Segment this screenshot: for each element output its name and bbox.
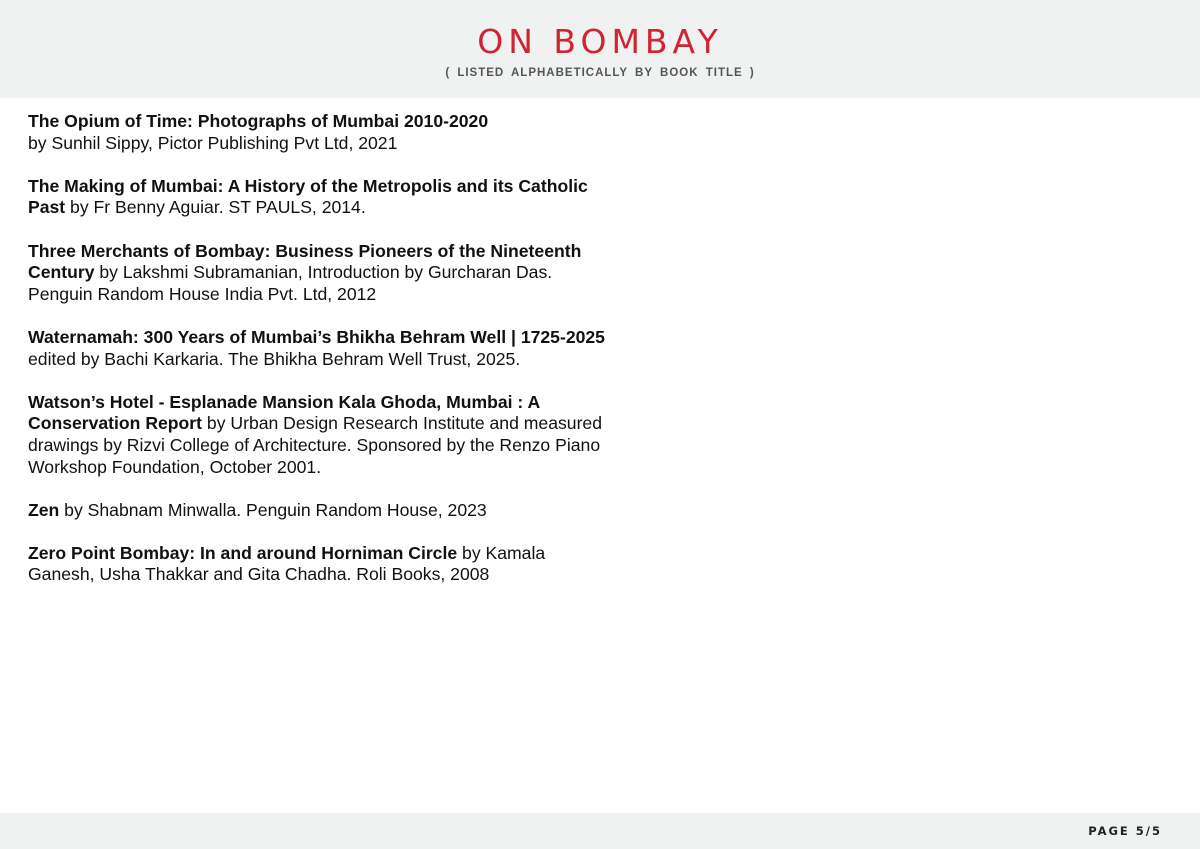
book-entry bbox=[28, 392, 608, 478]
book-entry bbox=[28, 543, 608, 586]
book-title: The Opium of Time: Photographs of Mumbai 2010-2020 bbox=[28, 111, 489, 131]
book-title: Zero Point Bombay: In and around Horniman Circle bbox=[28, 542, 458, 563]
book-list bbox=[28, 111, 608, 608]
book-title: Zen bbox=[28, 499, 60, 520]
book-entry bbox=[28, 176, 608, 219]
book-entry bbox=[28, 500, 608, 522]
page-number: PAGE 5/5 bbox=[1088, 824, 1162, 838]
book-details: by Kamala Ganesh, Usha Thakkar and Gita Chadha. Roli Books, 2008 bbox=[28, 542, 546, 585]
book-entry bbox=[28, 111, 608, 154]
book-details: edited by Bachi Karkaria. The Bhikha Behram Well Trust, 2025. bbox=[28, 348, 521, 369]
page-header bbox=[0, 0, 1200, 98]
book-title: Watson’s Hotel - Esplanade Mansion Kala Ghoda, Mumbai : A Conservation Report bbox=[28, 391, 540, 434]
book-title: Three Merchants of Bombay: Business Pioneers of the Nineteenth Century bbox=[28, 240, 582, 283]
book-title: The Making of Mumbai: A History of the Metropolis and its Catholic Past bbox=[28, 175, 588, 218]
book-details: by Shabnam Minwalla. Penguin Random House, 2023 bbox=[59, 499, 487, 520]
book-entry bbox=[28, 241, 608, 306]
book-details: by Fr Benny Aguiar. ST PAULS, 2014. bbox=[65, 197, 366, 218]
book-entry bbox=[28, 327, 608, 370]
book-details: by Sunhil Sippy, Pictor Publishing Pvt Ltd, 2021 bbox=[28, 132, 398, 153]
book-details: by Lakshmi Subramanian, Introduction by Gurcharan Das. Penguin Random House India Pvt. Ltd, 2012 bbox=[28, 262, 553, 304]
book-title: Waternamah: 300 Years of Mumbai’s Bhikha Behram Well | 1725-2025 bbox=[28, 326, 605, 347]
book-details: by Urban Design Research Institute and measured drawings by Rizvi College of Architecture. Sponsored by the Renzo Piano Workshop Foundation, October 2001. bbox=[28, 413, 602, 477]
page-footer bbox=[0, 813, 1200, 849]
page-title: ON BOMBAY bbox=[477, 22, 723, 61]
page-subtitle: ( LISTED ALPHABETICALLY BY BOOK TITLE ) bbox=[445, 67, 755, 79]
